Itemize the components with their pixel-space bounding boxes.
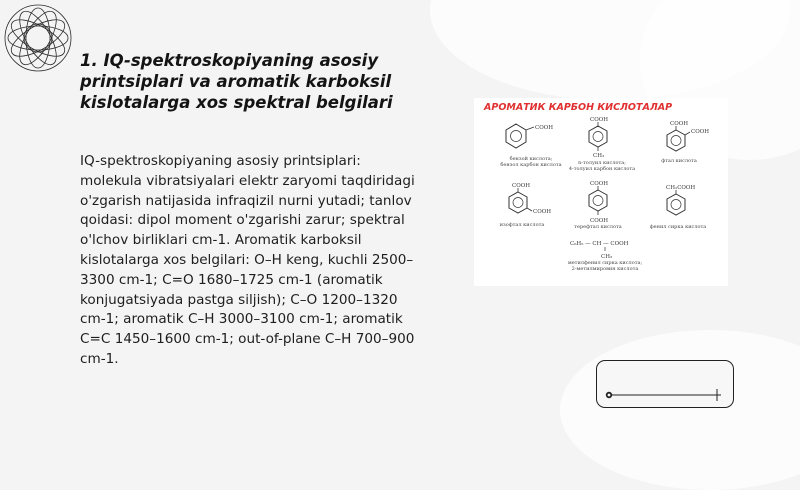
group-label: CH₃ bbox=[593, 153, 605, 158]
compound-name: бензол карбон кислота bbox=[500, 162, 562, 168]
group-label: COOH bbox=[533, 209, 552, 215]
compound-name: n-толуил кислота; bbox=[578, 160, 626, 166]
compound-structure bbox=[568, 114, 636, 180]
timeline-slider-icon bbox=[597, 361, 733, 407]
compound-structure bbox=[654, 118, 714, 178]
group-label: COOH bbox=[691, 129, 710, 135]
group-label: C₆H₅ — CH — COOH bbox=[570, 241, 629, 247]
compound-structure bbox=[560, 238, 650, 284]
compound-structure bbox=[502, 118, 562, 178]
spirograph-logo-icon bbox=[2, 2, 74, 74]
group-label: COOH bbox=[535, 125, 554, 131]
timeline-slider[interactable] bbox=[596, 360, 734, 408]
aromatic-acids-figure bbox=[474, 98, 728, 286]
group-label: COOH bbox=[590, 181, 609, 187]
compound-name: бензой кислота; bbox=[509, 156, 553, 162]
compound-name: терефтал кислота bbox=[574, 224, 622, 230]
benzene-ring-icon bbox=[502, 180, 562, 220]
benzene-ring-icon bbox=[654, 118, 714, 156]
formula-icon bbox=[560, 238, 650, 260]
slide-body-text: IQ-spektroskopiyaning asosiy printsiplari: molekula vibratsiyalari elektr zaryomi taqdiridagi o'zgarish natijasida infraqizil nurni yutadi; tanlov qoidasi: dipol moment o'zgarishi zarur; spektral o'lchov birliklari cm-1. Aromatik karboksil kislotalarga xos belgilari: O–H keng, kuchli 2500–3300 cm-1; C=O 1680–1725 cm-1 (aromatik konjugatsiyada pastga siljish); C–O 1200–1320 cm-1; aromatik C–H 3000–3100 cm-1; aromatik C=C 1450–1600 cm-1; out-of-plane C–H 700–900 cm-1. bbox=[80, 153, 415, 367]
benzene-ring-icon bbox=[502, 118, 562, 154]
benzene-ring-icon bbox=[572, 114, 632, 158]
compound-name: 4-толуил карбон кислота bbox=[568, 166, 636, 172]
group-label: CH₃ bbox=[601, 254, 613, 260]
benzene-ring-icon bbox=[658, 182, 718, 222]
compound-name: метилфенил сирка кислота; bbox=[567, 260, 643, 266]
benzene-ring-icon bbox=[574, 178, 634, 224]
slide-title: 1. IQ-spektroskopiyaning asosiy printsiplari va aromatik karboksil kislotalarga xos spektral belgilari bbox=[80, 51, 393, 112]
compound-name: изофтал кислота bbox=[499, 222, 545, 228]
compound-structure bbox=[499, 180, 562, 240]
compound-structure bbox=[649, 182, 718, 242]
figure-title: АРОМАТИК КАРБОН КИСЛОТАЛАР bbox=[484, 102, 673, 113]
background-blob bbox=[560, 330, 800, 490]
group-label: CH₂COOH bbox=[666, 185, 696, 191]
group-label: COOH bbox=[590, 117, 609, 123]
group-label: COOH bbox=[512, 183, 531, 189]
group-label: COOH bbox=[590, 218, 609, 224]
compound-name: фтал кислота bbox=[661, 158, 697, 164]
compound-name: фенил сирка кислота bbox=[649, 224, 707, 230]
compound-name: 2-метилмировин кислота bbox=[571, 266, 639, 272]
slider-thumb-center bbox=[608, 394, 611, 397]
group-label: COOH bbox=[670, 121, 689, 127]
compound-structure bbox=[574, 178, 634, 244]
